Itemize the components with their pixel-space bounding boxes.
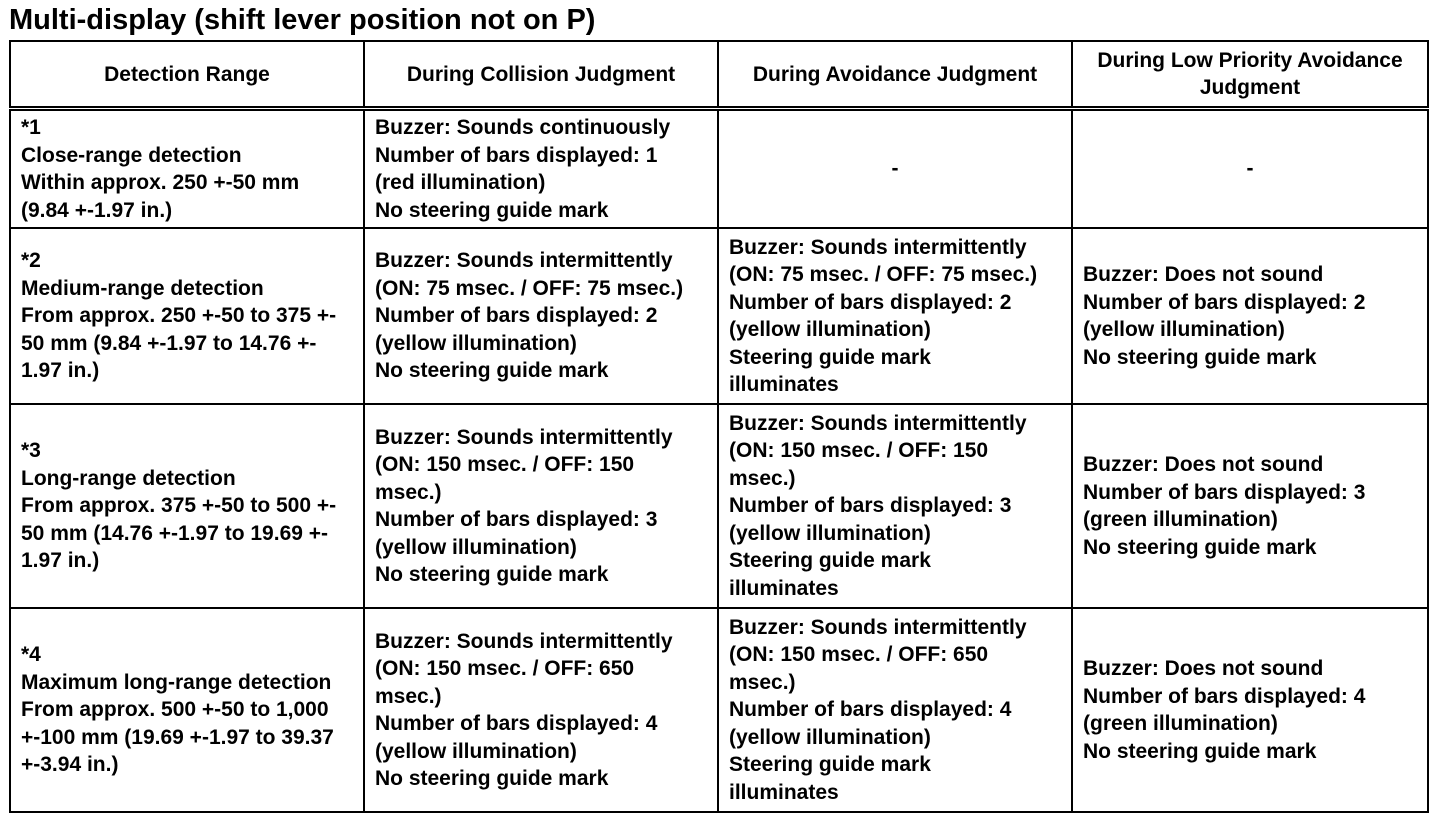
avoidance-cell xyxy=(718,608,1072,812)
range-line: *4 xyxy=(21,643,41,667)
avoidance-line: Number of bars displayed: 3 xyxy=(729,494,1012,518)
collision-line: (ON: 75 msec. / OFF: 75 msec.) xyxy=(375,276,684,300)
range-line: From approx. 375 +-50 to 500 +- xyxy=(21,494,337,518)
collision-line: (red illumination) xyxy=(375,171,546,194)
low-priority-line: No steering guide mark xyxy=(1083,739,1317,763)
collision-cell xyxy=(364,228,718,404)
collision-line: No steering guide mark xyxy=(375,767,609,790)
detection-table xyxy=(9,40,1429,813)
collision-line: msec.) xyxy=(375,684,442,708)
range-cell xyxy=(10,404,364,608)
avoidance-line: msec.) xyxy=(729,466,796,490)
avoidance-line: illuminates xyxy=(729,373,839,396)
low-priority-line: Buzzer: Does not sound xyxy=(1083,453,1324,476)
range-line: 1.97 in.) xyxy=(21,359,100,383)
low-priority-line: Buzzer: Does not sound xyxy=(1083,657,1324,680)
low-priority-line: Number of bars displayed: 2 xyxy=(1083,290,1366,314)
header-detection-range: Detection Range xyxy=(10,41,364,109)
collision-line: msec.) xyxy=(375,480,442,504)
range-line: *2 xyxy=(21,249,41,273)
collision-line: (ON: 150 msec. / OFF: 150 xyxy=(375,453,635,476)
range-line: Close-range detection xyxy=(21,143,242,167)
collision-line: Buzzer: Sounds intermittently xyxy=(375,425,673,449)
range-line: Within approx. 250 +-50 mm xyxy=(21,171,300,194)
collision-line: (ON: 150 msec. / OFF: 650 xyxy=(375,657,635,680)
range-line: Medium-range detection xyxy=(21,276,264,300)
collision-line: No steering guide mark xyxy=(375,359,609,383)
avoidance-cell: - xyxy=(718,109,1072,229)
avoidance-line: Buzzer: Sounds intermittently xyxy=(729,235,1027,259)
low-priority-line: No steering guide mark xyxy=(1083,345,1317,369)
avoidance-line: illuminates xyxy=(729,576,839,600)
avoidance-line: (ON: 150 msec. / OFF: 150 xyxy=(729,439,989,463)
range-cell xyxy=(10,608,364,812)
header-row xyxy=(10,41,1428,109)
low-priority-cell xyxy=(1072,608,1428,812)
range-line: From approx. 250 +-50 to 375 +- xyxy=(21,304,337,328)
low-priority-line: Buzzer: Does not sound xyxy=(1083,263,1324,286)
collision-cell xyxy=(364,109,718,229)
header-avoidance-judgment: During Avoidance Judgment xyxy=(718,41,1072,109)
low-priority-line: (green illumination) xyxy=(1083,712,1278,735)
avoidance-cell xyxy=(718,228,1072,404)
avoidance-line: (yellow illumination) xyxy=(729,521,931,545)
table-row xyxy=(10,404,1428,608)
range-cell xyxy=(10,228,364,404)
collision-line: (yellow illumination) xyxy=(375,739,577,763)
avoidance-line: Buzzer: Sounds intermittently xyxy=(729,615,1027,639)
range-line: +-100 mm (19.69 +-1.97 to 39.37 xyxy=(21,725,334,749)
avoidance-line: Number of bars displayed: 4 xyxy=(729,698,1012,722)
avoidance-line: (ON: 75 msec. / OFF: 75 msec.) xyxy=(729,263,1038,286)
low-priority-line: Number of bars displayed: 3 xyxy=(1083,480,1366,504)
collision-line: No steering guide mark xyxy=(375,198,609,222)
low-priority-line: (yellow illumination) xyxy=(1083,318,1285,341)
avoidance-cell xyxy=(718,404,1072,608)
collision-cell xyxy=(364,404,718,608)
collision-line: No steering guide mark xyxy=(375,563,609,586)
collision-line: (yellow illumination) xyxy=(375,331,577,355)
header-low-priority-judgment: During Low Priority Avoidance Judgment xyxy=(1072,41,1428,109)
range-line: 1.97 in.) xyxy=(21,549,100,573)
avoidance-line: (yellow illumination) xyxy=(729,725,931,749)
range-line: (9.84 +-1.97 in.) xyxy=(21,198,173,222)
low-priority-cell xyxy=(1072,404,1428,608)
range-line: *3 xyxy=(21,439,41,463)
header-collision-judgment: During Collision Judgment xyxy=(364,41,718,109)
range-line: 50 mm (9.84 +-1.97 to 14.76 +- xyxy=(21,331,317,355)
collision-line: Buzzer: Sounds continuously xyxy=(375,116,671,139)
collision-line: Number of bars displayed: 2 xyxy=(375,304,658,328)
range-line: From approx. 500 +-50 to 1,000 xyxy=(21,698,329,722)
avoidance-line: msec.) xyxy=(729,670,796,694)
table-row xyxy=(10,608,1428,812)
avoidance-line: Number of bars displayed: 2 xyxy=(729,290,1012,314)
table-row xyxy=(10,228,1428,404)
avoidance-line: Steering guide mark xyxy=(729,753,931,777)
avoidance-line: Steering guide mark xyxy=(729,345,931,369)
range-line: Maximum long-range detection xyxy=(21,670,332,694)
avoidance-line: (ON: 150 msec. / OFF: 650 xyxy=(729,643,989,667)
collision-line: Buzzer: Sounds intermittently xyxy=(375,249,673,273)
range-line: *1 xyxy=(21,116,41,139)
low-priority-line: (green illumination) xyxy=(1083,508,1278,531)
low-priority-line: Number of bars displayed: 4 xyxy=(1083,684,1366,708)
collision-line: Buzzer: Sounds intermittently xyxy=(375,629,673,653)
page-title: Multi-display (shift lever position not on P) xyxy=(9,4,596,36)
range-cell xyxy=(10,109,364,229)
avoidance-line: illuminates xyxy=(729,780,839,804)
collision-cell xyxy=(364,608,718,812)
table-row xyxy=(10,109,1428,229)
low-priority-cell xyxy=(1072,228,1428,404)
low-priority-cell: - xyxy=(1072,109,1428,229)
collision-line: (yellow illumination) xyxy=(375,535,577,559)
range-line: 50 mm (14.76 +-1.97 to 19.69 +- xyxy=(21,521,329,545)
collision-line: Number of bars displayed: 3 xyxy=(375,508,658,531)
low-priority-line: No steering guide mark xyxy=(1083,535,1317,559)
collision-line: Number of bars displayed: 1 xyxy=(375,143,658,167)
avoidance-line: Buzzer: Sounds intermittently xyxy=(729,411,1027,435)
avoidance-line: Steering guide mark xyxy=(729,549,931,573)
range-line: Long-range detection xyxy=(21,466,236,490)
avoidance-line: (yellow illumination) xyxy=(729,318,931,341)
range-line: +-3.94 in.) xyxy=(21,753,119,777)
collision-line: Number of bars displayed: 4 xyxy=(375,712,658,735)
